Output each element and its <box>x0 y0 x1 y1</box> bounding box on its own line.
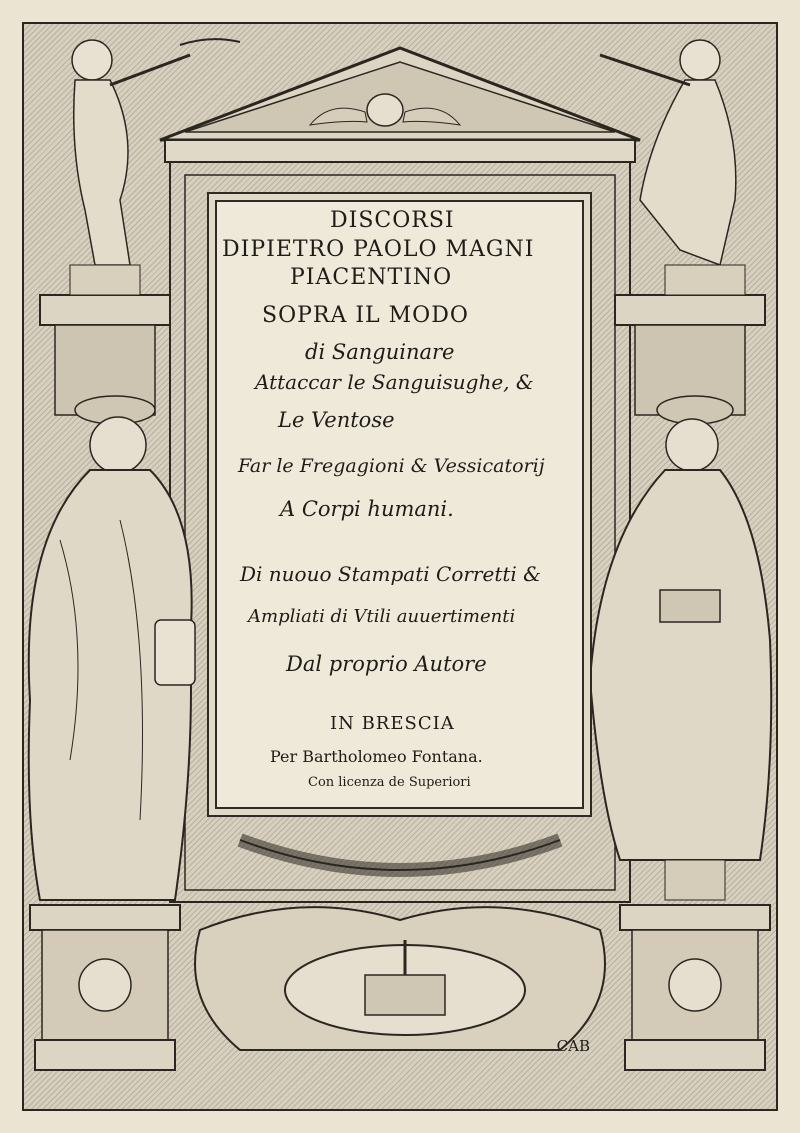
title-line-discorsi: DISCORSI <box>330 208 455 233</box>
mask-right-icon <box>669 959 721 1011</box>
title-line-rubbing: Far le Fregagioni & Vessicatorij <box>238 455 545 477</box>
title-line-by-author: Dal proprio Autore <box>286 652 487 676</box>
title-line-author: DIPIETRO PAOLO MAGNI <box>222 237 535 262</box>
physician-right-figure-icon <box>590 396 771 900</box>
title-line-origin: PIACENTINO <box>290 265 453 290</box>
title-line-reprinted: Di nuouo Stampati Corretti & <box>240 562 541 586</box>
mask-left-icon <box>79 959 131 1011</box>
title-line-bleeding: di Sanguinare <box>305 340 455 364</box>
imprint-license: Con licenza de Superiori <box>308 775 471 790</box>
bleeding-cup-icon <box>155 620 195 685</box>
imprint-city: IN BRESCIA <box>330 713 455 734</box>
title-line-subject: SOPRA IL MODO <box>262 303 469 328</box>
title-line-bodies: A Corpi humani. <box>280 497 454 521</box>
engraver-monogram: CAB <box>556 1037 590 1055</box>
cherub-right-icon <box>600 40 745 295</box>
pediment-angel-icon <box>160 48 640 162</box>
title-line-leeches: Attaccar le Sanguisughe, & <box>255 370 534 394</box>
title-line-cupping: Le Ventose <box>278 408 395 432</box>
title-line-expanded: Ampliati di Vtili auuertimenti <box>248 606 516 627</box>
imprint-printer: Per Bartholomeo Fontana. <box>270 747 483 766</box>
